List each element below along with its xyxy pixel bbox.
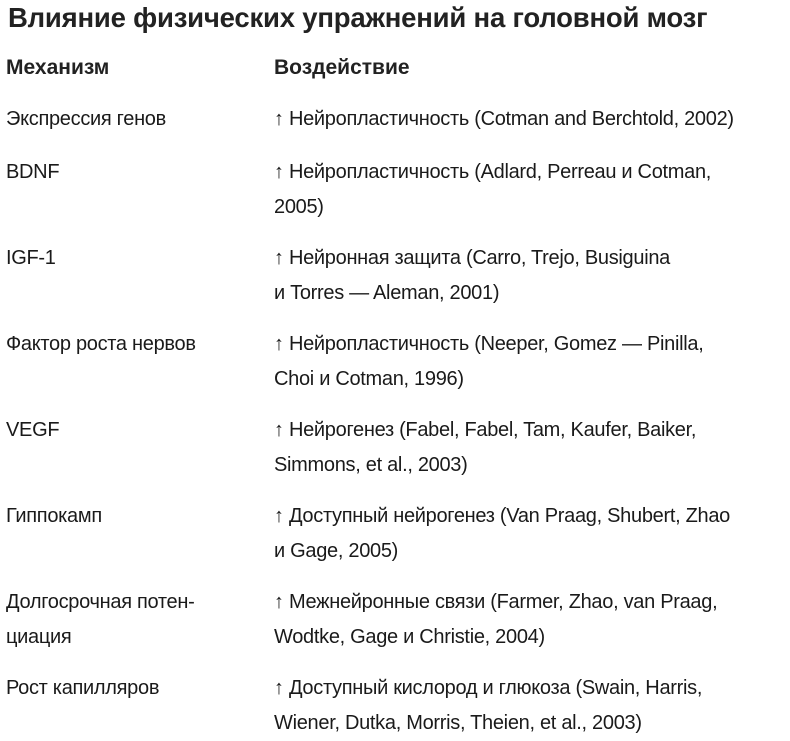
effect-text: ↑ Нейропластичность (Neeper, Gomez — Pinilla, [274,333,704,355]
effect-cell [274,327,703,397]
mechanism-text: IGF-1 [6,247,56,269]
effect-text: и Gage, 2005) [274,540,399,562]
effect-cell [274,671,702,741]
effect-text: 2005) [274,196,324,218]
mechanism-cell [6,241,56,276]
mechanism-text: Рост капилляров [6,677,160,699]
effect-text: Choi и Cotman, 1996) [274,368,464,390]
page-title: Влияние физических упражнений на головной мозг [8,2,708,33]
effect-text: Wiener, Dutka, Morris, Theien, et al., 2003) [274,712,642,734]
effect-text: ↑ Доступный кислород и глюкоза (Swain, Harris, [274,677,703,699]
mechanism-text: циация [6,626,72,648]
mechanism-cell [6,155,59,190]
mechanism-text: Фактор роста нервов [6,333,196,355]
effect-cell [274,585,717,655]
effect-text: ↑ Нейропластичность (Cotman and Berchtold, 2002) [274,108,734,130]
mechanism-cell [6,413,59,448]
effect-text: и Torres — Aleman, 2001) [274,282,500,304]
effect-text: Wodtke, Gage и Christie, 2004) [274,626,545,648]
mechanism-text: Экспрессия генов [6,108,166,130]
mechanism-text: VEGF [6,419,60,441]
effect-text: ↑ Нейропластичность (Adlard, Perreau и Cotman, [274,161,712,183]
mechanism-cell [6,671,159,706]
effect-cell [274,241,670,311]
effect-cell [274,413,696,483]
mechanism-text: Гиппокамп [6,505,102,527]
mechanism-text: BDNF [6,161,60,183]
effect-cell [274,155,711,225]
mechanism-text: Долгосрочная потен- [6,591,195,613]
mechanism-cell [6,327,196,362]
effect-text: ↑ Нейронная защита (Carro, Trejo, Busiguina [274,247,670,269]
effect-text: ↑ Доступный нейрогенез (Van Praag, Shubert, Zhao [274,505,730,527]
mechanism-cell [6,585,194,655]
effect-text: ↑ Межнейронные связи (Farmer, Zhao, van Praag, [274,591,718,613]
effect-cell [274,499,730,569]
mechanism-cell [6,102,166,137]
effect-text: Simmons, et al., 2003) [274,454,468,476]
effect-text: ↑ Нейрогенез (Fabel, Fabel, Tam, Kaufer, Baiker, [274,419,697,441]
mechanism-cell [6,499,102,534]
header-mechanism: Механизм [6,56,110,79]
effect-cell [274,102,734,137]
header-effect: Воздействие [274,56,410,79]
